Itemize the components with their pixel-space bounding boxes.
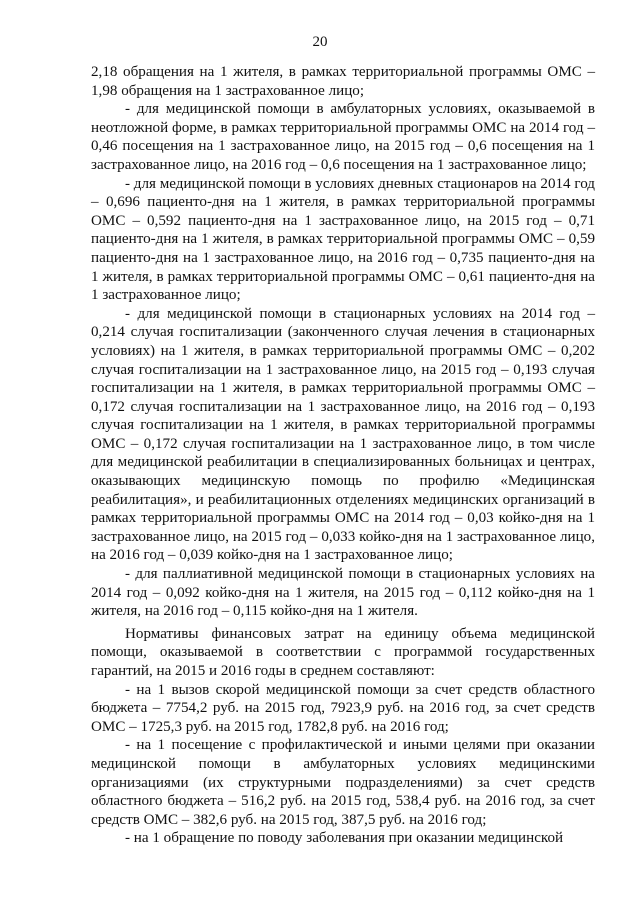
paragraph-5: - для паллиативной медицинской помощи в стационарных условиях на 2014 год – 0,092 койко-дня на 1 жителя, на 2015 год – 0,112 койко-дня на 1 жителя, на 2016 год – 0,115 койко-дня на 1 жителя. xyxy=(91,566,595,620)
paragraph-6: Нормативы финансовых затрат на единицу объема медицинской помощи, оказываемой в соответствии с программой государственных гарантий, на 2015 и 2016 годы в среднем составляют: xyxy=(91,625,595,679)
document-body xyxy=(91,63,595,848)
paragraph-1: 2,18 обращения на 1 жителя, в рамках территориальной программы ОМС – 1,98 обращения на 1 застрахованное лицо; xyxy=(91,64,595,99)
paragraph-3: - для медицинской помощи в условиях дневных стационаров на 2014 год – 0,696 пациенто-дня на 1 жителя, в рамках территориальной программы ОМС – 0,592 пациенто-дня на 1 застрахованное лицо, на 2015 год – 0,71 пациенто-дня на 1 жителя, в рамках территориальной программы ОМС – 0,59 пациенто-дня на 1 застрахованное лицо, на 2016 год – 0,735 пациенто-дня на 1 жителя, в рамках территориальной программы ОМС – 0,61 пациенто-дня на 1 застрахованное лицо; xyxy=(91,175,595,304)
paragraph-8: - на 1 посещение с профилактической и иными целями при оказании медицинской помощи в амбулаторных условиях медицинскими организациями (их структурными подразделениями) за счет средств областного бюджета – 516,2 руб. на 2015 год, 538,4 руб. на 2016 год, за счет средств ОМС – 382,6 руб. на 2015 год, 387,5 руб. на 2016 год; xyxy=(91,737,595,828)
paragraph-7: - на 1 вызов скорой медицинской помощи за счет средств областного бюджета – 7754,2 руб. на 2015 год, 7923,9 руб. на 2016 год, за счет средств ОМС – 1725,3 руб. на 2015 год, 1782,8 руб. на 2016 год; xyxy=(91,681,595,735)
page-number: 20 xyxy=(312,34,328,50)
paragraph-4: - для медицинской помощи в стационарных условиях на 2014 год – 0,214 случая госпитализации (законченного случая лечения в стационарных условиях) на 1 жителя, в рамках территориальной программы ОМС – 0,202 случая госпитализации на 1 застрахованное лицо, на 2015 год – 0,193 случая госпитализации на 1 жителя, в рамках территориальной программы ОМС – 0,172 случая госпитализации на 1 застрахованное лицо, на 2016 год – 0,193 случая госпитализации на 1 жителя, в рамках территориальной программы ОМС – 0,172 случая госпитализации на 1 застрахованное лицо, в том числе для медицинской реабилитации в специализированных больницах и центрах, оказывающих медицинскую помощь по профилю «Медицинская реабилитация», и реабилитационных отделениях медицинских организаций в рамках территориальной программы ОМС на 2014 год – 0,03 койко-дня на 1 застрахованное лицо, на 2015 год – 0,033 койко-дня на 1 застрахованное лицо, на 2016 год – 0,039 койко-дня на 1 застрахованное лицо; xyxy=(91,305,595,564)
paragraph-2: - для медицинской помощи в амбулаторных условиях, оказываемой в неотложной форме, в рамках территориальной программы ОМС на 2014 год – 0,46 посещения на 1 застрахованное лицо, на 2015 год – 0,6 посещения на 1 застрахованное лицо, на 2016 год – 0,6 посещения на 1 застрахованное лицо; xyxy=(91,101,595,173)
paragraph-9: - на 1 обращение по поводу заболевания при оказании медицинской xyxy=(125,830,564,847)
